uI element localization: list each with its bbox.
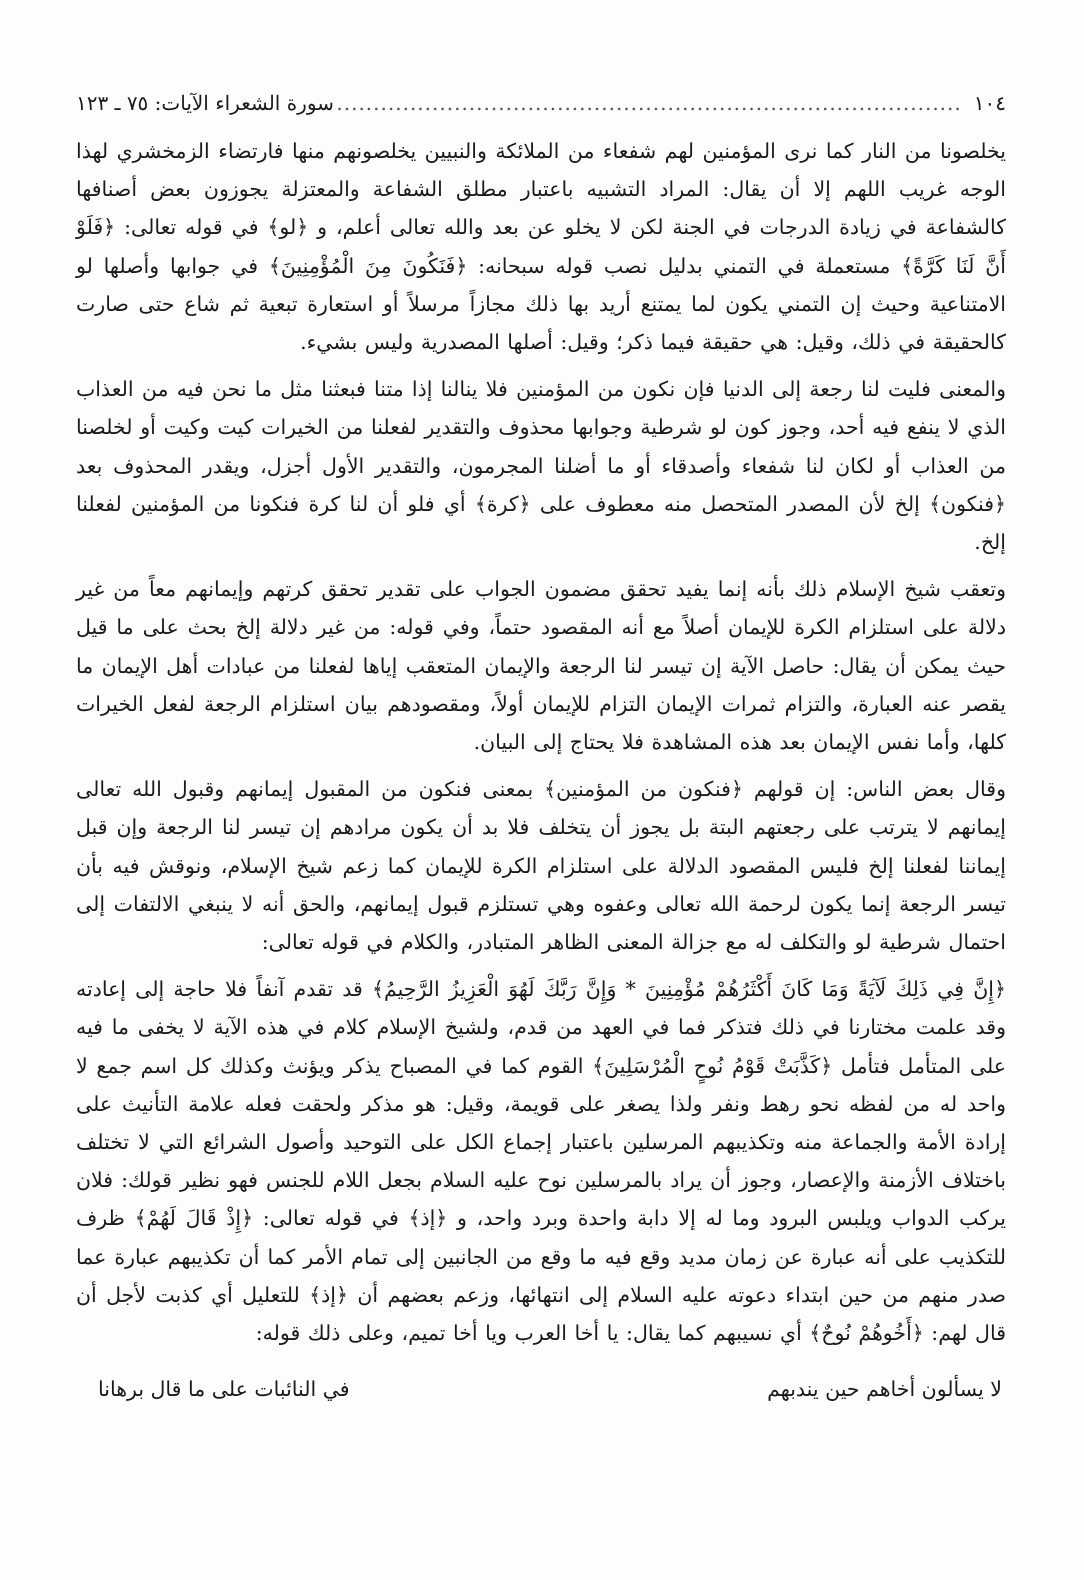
paragraph-1: يخلصونا من النار كما نرى المؤمنين لهم شفعاء من الملائكة والنبيين يخلصونهم منها فارتضاء الزمخشري لهذا الوجه غريب اللهم إلا أن يقال: المراد التشبيه باعتبار مطلق الشفاعة والمعتزلة يجوزون بعض أصنافها كالشفاعة في زيادة الدرجات في الجنة لكن لا يخلو عن بعد والله تعالى أعلم، و ﴿لو﴾ في قوله تعالى: ﴿فَلَوْ أَنَّ لَنَا كَرَّةً﴾ مستعملة في التمني بدليل نصب قوله سبحانه: ﴿فَنَكُونَ مِنَ الْمُؤْمِنِينَ﴾ في جوابها وأصلها لو الامتناعية وحيث إن التمني يكون لما يمتنع أريد بها ذلك مجازاً مرسلاً أو استعارة تبعية ثم شاع حتى صارت كالحقيقة في ذلك، وقيل: هي حقيقة فيما ذكر؛ وقيل: أصلها المصدرية وليس بشيء.: [76, 139, 1007, 355]
page-body: [76, 132, 1006, 1408]
verse-first-hemistich: لا يسألون أخاهم حين يندبهم: [767, 1377, 1002, 1402]
leader-dots: [338, 86, 962, 120]
paragraph-2: والمعنى فليت لنا رجعة إلى الدنيا فإن نكون من المؤمنين فلا ينالنا إذا متنا فبعثنا مثل ما نحن فيه من العذاب الذي لا ينفع فيه أحد، وجوز كون لو شرطية وجوابها محذوف والتقدير لفعلنا من الخيرات كيت وكيت أو لخلصنا من العذاب أو لكان لنا شفعاء وأصدقاء أو ما أضلنا المجرمون، والتقدير الأول أجزل، ويقدر المحذوف بعد ﴿فنكون﴾ إلخ لأن المصدر المتحصل منه معطوف على ﴿كرة﴾ أي فلو أن لنا كرة فنكونا من المؤمنين لفعلنا إلخ.: [76, 377, 1006, 555]
paragraph-4: وقال بعض الناس: إن قولهم ﴿فنكون من المؤمنين﴾ بمعنى فنكون من المقبول إيمانهم وقبول الله تعالى إيمانهم لا يترتب على رجعتهم البتة بل يجوز أن يتخلف فلا بد أن يكون مرادهم إن تيسر لنا الرجعة وإن قبل إيماننا لفعلنا إلخ فليس المقصود الدلالة على استلزام الكرة للإيمان كما زعم شيخ الإسلام، ونوقش فيه بأن تيسر الرجعة إنما يكون لرحمة الله تعالى وعفوه وهي تستلزم قبول إيمانهم، والحق أنه لا ينبغي الالتفات إلى احتمال شرطية لو والتكلف له مع جزالة المعنى الظاهر المتبادر، والكلام في قوله تعالى:: [76, 777, 1006, 955]
page-number: ١٠٤: [973, 91, 1006, 115]
paragraph-3: وتعقب شيخ الإسلام ذلك بأنه إنما يفيد تحقق مضمون الجواب على تقدير تحقق كرتهم وإيمانهم معاً من غير دلالة على استلزام الكرة للإيمان أصلاً مع أنه المقصود حتماً، وفي قوله: من غير دلالة إلخ بحث على ما قيل حيث يمكن أن يقال: حاصل الآية إن تيسر لنا الرجعة والإيمان المتعقب إياها لفعلنا من عبادات أهل الإيمان ما يقصر عنه العبارة، والتزام ثمرات الإيمان التزام للإيمان أولاً، ومقصودهم بيان استلزام الرجعة لفعل الخيرات كلها، وأما نفس الإيمان بعد هذه المشاهدة فلا يحتاج إلى البيان.: [76, 577, 1006, 755]
poetry-verse: [76, 1370, 1006, 1408]
paragraph-5: ﴿إِنَّ فِي ذَلِكَ لَآيَةً وَمَا كَانَ أَكْثَرُهُمْ مُؤْمِنِينَ * وَإِنَّ رَبَّكَ لَهُوَ الْعَزِيزُ الرَّحِيمُ﴾ قد تقدم آنفاً فلا حاجة إلى إعادته وقد علمت مختارنا في ذلك فتذكر فما في العهد من قدم، ولشيخ الإسلام كلام في هذه الآية لا يخفى ما فيه على المتأمل فتأمل ﴿كَذَّبَتْ قَوْمُ نُوحٍ الْمُرْسَلِينَ﴾ القوم كما في المصباح يذكر ويؤنث وكذلك كل اسم جمع لا واحد له من لفظه نحو رهط ونفر ولذا يصغر على قويمة، وقيل: هو مذكر ولحقت فعله علامة التأنيث على إرادة الأمة والجماعة منه وتكذيبهم المرسلين باعتبار إجماع الكل على التوحيد وأصول الشرائع التي لا تختلف باختلاف الأزمنة والإعصار، وجوز أن يراد بالمرسلين نوح عليه السلام بجعل اللام للجنس فهو نظير قولك: فلان يركب الدواب ويلبس البرود وما له إلا دابة واحدة وبرد واحد، و ﴿إذ﴾ في قوله تعالى: ﴿إِذْ قَالَ لَهُمْ﴾ ظرف للتكذيب على أنه عبارة عن زمان مديد وقع فيه ما وقع من الجانبين إلى تمام الأمر كما أن تكذيبهم عبارة عما صدر منهم من حين ابتداء دعوته عليه السلام إلى انتهائها، وزعم بعضهم أن ﴿إذ﴾ للتعليل أي كذبت لأجل أن قال لهم: ﴿أَخُوهُمْ نُوحٌ﴾ أي نسيبهم كما يقال: يا أخا العرب ويا أخا تميم، وعلى ذلك قوله:: [76, 977, 1006, 1346]
running-header: [76, 86, 1006, 122]
running-title: سورة الشعراء الآيات: ٧٥ ـ ١٢٣: [76, 91, 334, 115]
verse-second-hemistich: في النائبات على ما قال برهانا: [98, 1377, 350, 1402]
